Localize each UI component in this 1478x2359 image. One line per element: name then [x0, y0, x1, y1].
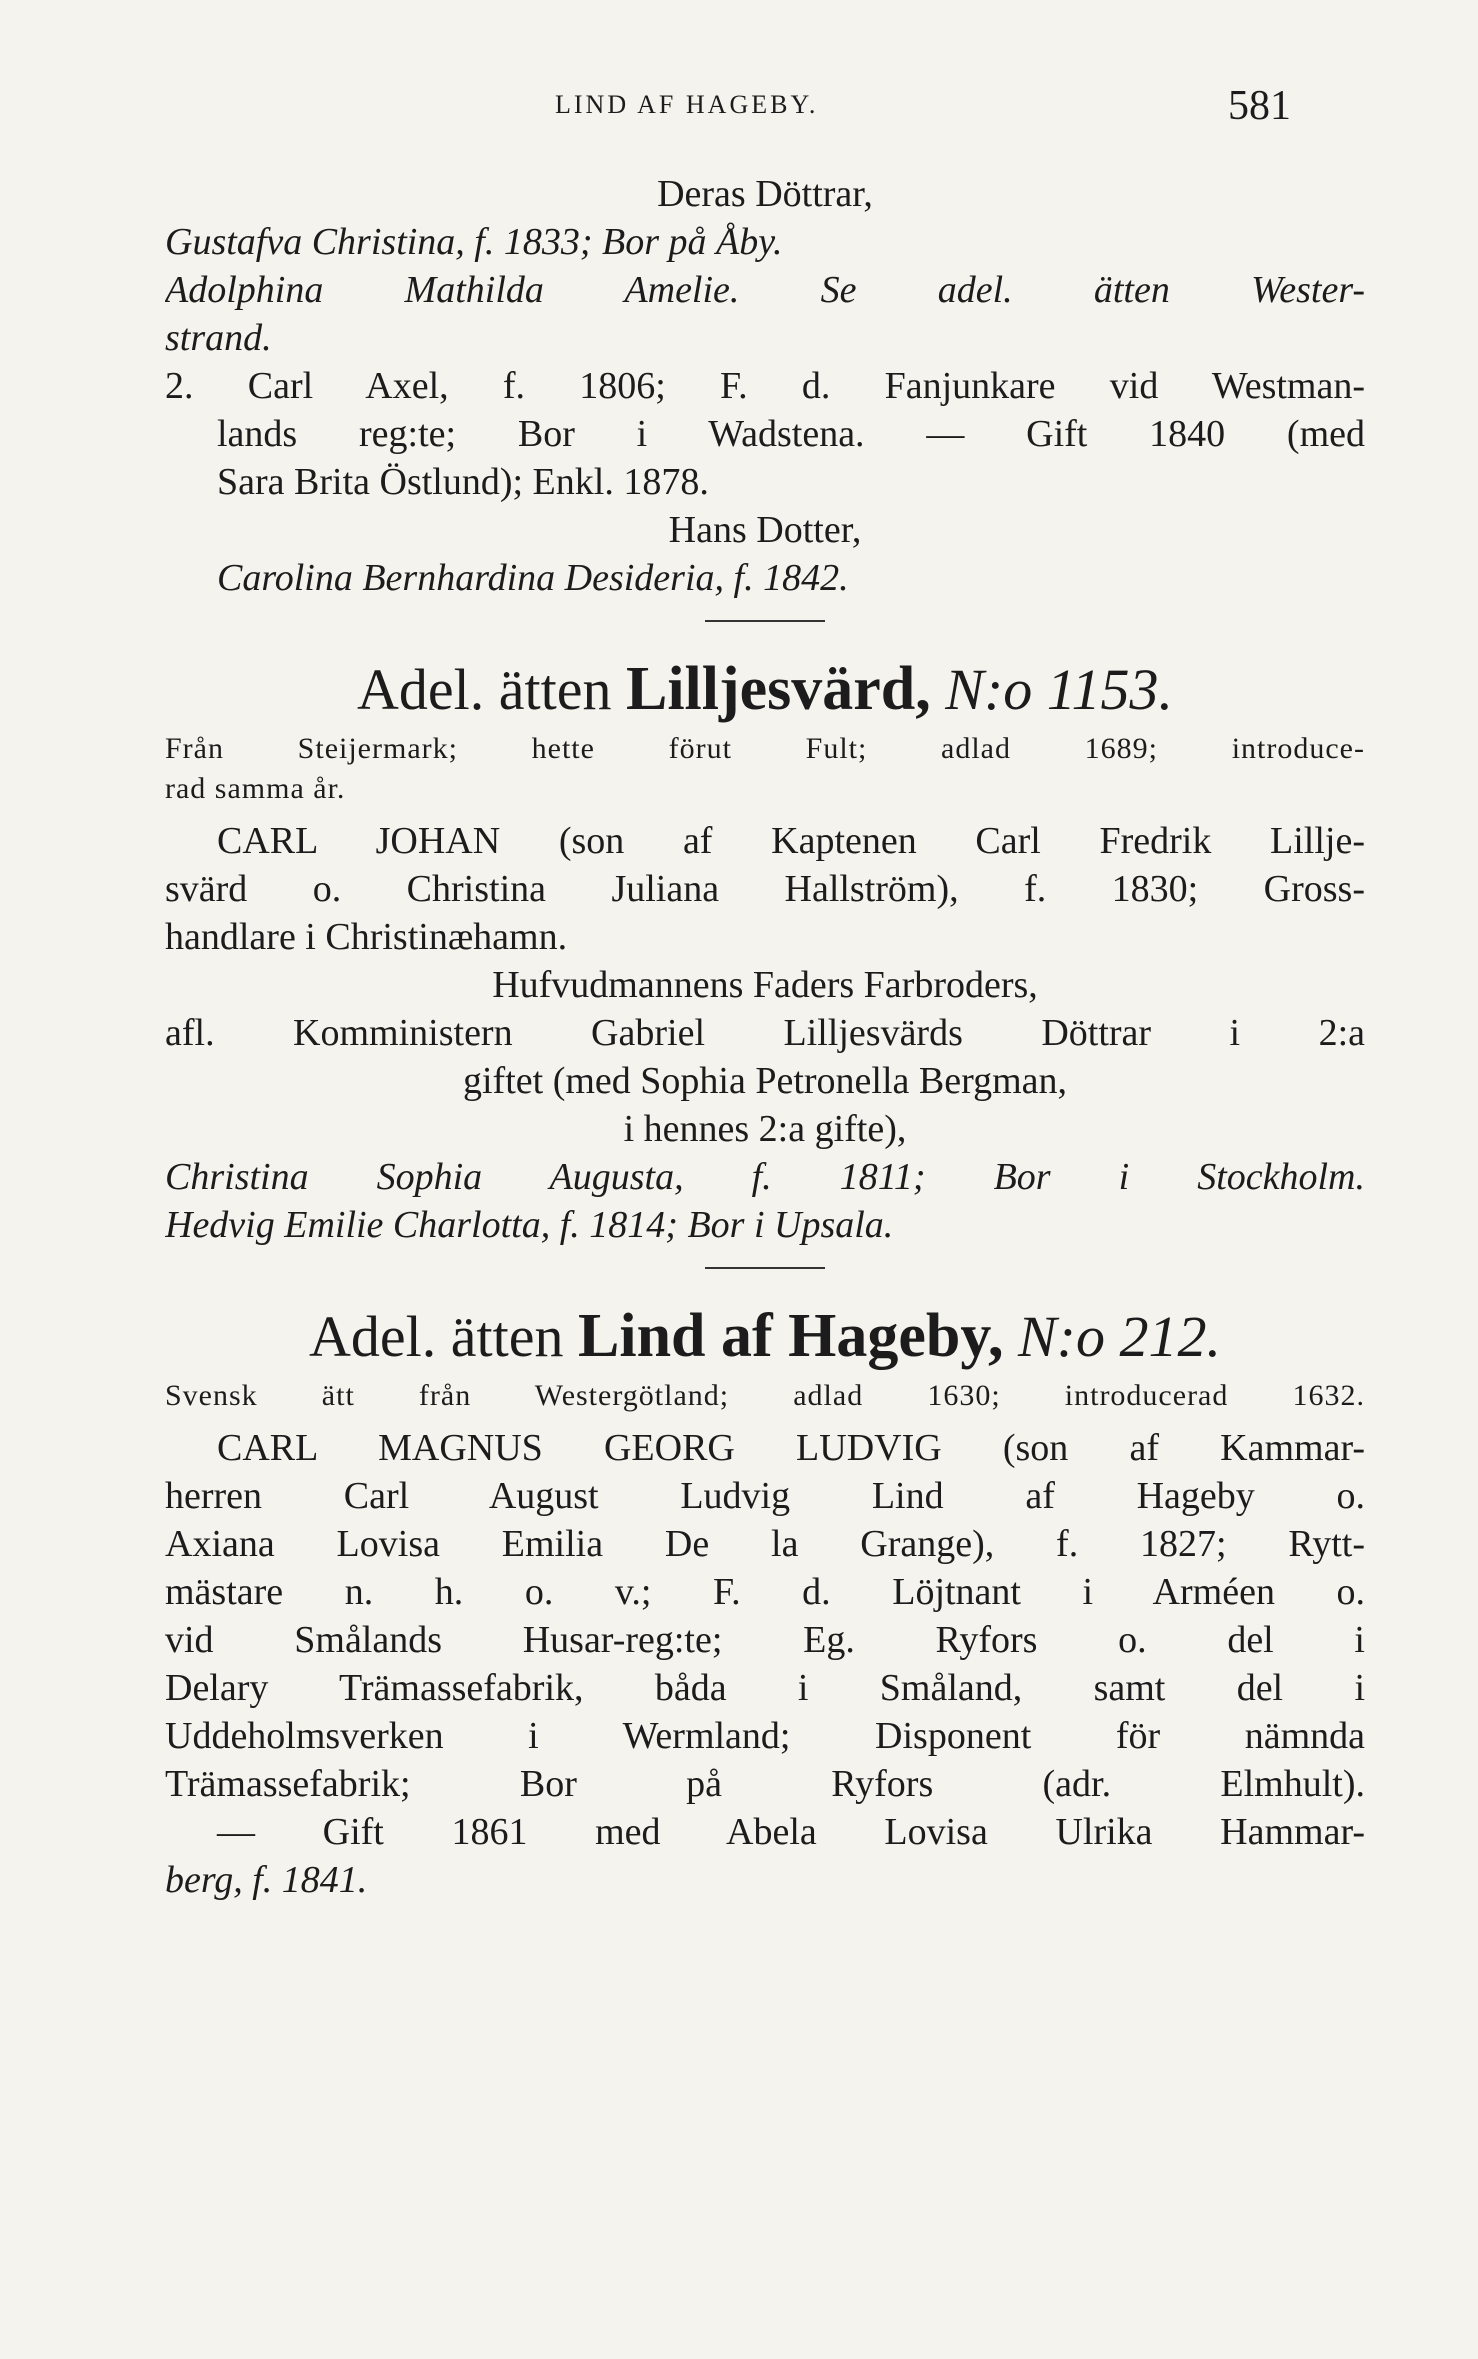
running-head: LIND AF HAGEBY. [555, 90, 819, 119]
text-line: herren Carl August Ludvig Lind af Hageby o. [165, 1475, 1365, 1517]
text-line: berg, f. 1841. [165, 1859, 368, 1901]
heading-family-name: Lilljesvärd, [625, 655, 931, 723]
text-line: svärd o. Christina Juliana Hallström), f. 1830; Gross- [165, 868, 1365, 910]
family-intro-line: rad samma år. [165, 772, 346, 805]
heading-prefix: Adel. ätten [357, 657, 612, 722]
section-divider [705, 620, 825, 622]
text-line: giftet (med Sophia Petronella Bergman, [463, 1060, 1067, 1102]
heading-number: N:o 1153. [945, 657, 1173, 722]
text-line: CARL JOHAN (son af Kaptenen Carl Fredrik Lillje- [217, 820, 1365, 862]
text-line: i hennes 2:a gifte), [623, 1108, 907, 1150]
text-line: Trämassefabrik; Bor på Ryfors (adr. Elmhult). [165, 1763, 1365, 1805]
family-intro-line: Svensk ätt från Westergötland; adlad 1630; introducerad 1632. [165, 1379, 1365, 1412]
text-line: Hedvig Emilie Charlotta, f. 1814; Bor i Upsala. [165, 1204, 894, 1246]
text-line: Hans Dotter, [668, 509, 862, 551]
text-line: vid Smålands Husar-reg:te; Eg. Ryfors o. del i [165, 1619, 1365, 1661]
text-line: Axiana Lovisa Emilia De la Grange), f. 1827; Rytt- [165, 1523, 1365, 1565]
family-entry-lilljesvard [165, 654, 1365, 1249]
text-line: lands reg:te; Bor i Wadstena. — Gift 1840 (med [217, 413, 1365, 455]
text-line: Christina Sophia Augusta, f. 1811; Bor i Stockholm. [165, 1156, 1365, 1198]
text-line: Hufvudmannens Faders Farbroders, [492, 964, 1038, 1006]
text-line: Delary Trämassefabrik, båda i Småland, samt del i [165, 1667, 1365, 1709]
family-intro-line: Från Steijermark; hette förut Fult; adlad 1689; introduce- [165, 732, 1365, 765]
text-line: Adolphina Mathilda Amelie. Se adel. ätten Wester- [165, 269, 1365, 311]
page-header [0, 82, 1478, 132]
heading-number: N:o 212. [1017, 1304, 1221, 1369]
heading-family-name: Lind af Hageby, [577, 1302, 1004, 1370]
text-line: Carolina Bernhardina Desideria, f. 1842. [217, 557, 849, 599]
text-line: Deras Döttrar, [657, 173, 873, 215]
heading-prefix: Adel. ätten [309, 1304, 564, 1369]
family-entry-lind-af-hageby [165, 1301, 1365, 1904]
family-heading [165, 1301, 1365, 1372]
text-line: Uddeholmsverken i Wermland; Disponent för nämnda [165, 1715, 1365, 1757]
page-number: 581 [1228, 83, 1291, 129]
text-line: 2. Carl Axel, f. 1806; F. d. Fanjunkare vid Westman- [165, 365, 1365, 407]
text-line: Gustafva Christina, f. 1833; Bor på Åby. [165, 221, 783, 263]
family-heading [165, 654, 1365, 725]
text-line: — Gift 1861 med Abela Lovisa Ulrika Hammar- [217, 1811, 1365, 1853]
text-line: handlare i Christinæhamn. [165, 916, 568, 958]
text-line: mästare n. h. o. v.; F. d. Löjtnant i Arméen o. [165, 1571, 1365, 1613]
text-line: CARL MAGNUS GEORG LUDVIG (son af Kammar- [217, 1427, 1365, 1469]
text-line: Sara Brita Östlund); Enkl. 1878. [217, 461, 709, 503]
page-body [165, 170, 1365, 1904]
section-divider [705, 1267, 825, 1269]
text-line: afl. Komministern Gabriel Lilljesvärds Döttrar i 2:a [165, 1012, 1365, 1054]
continuation-section [165, 170, 1365, 602]
text-line: strand. [165, 317, 272, 359]
